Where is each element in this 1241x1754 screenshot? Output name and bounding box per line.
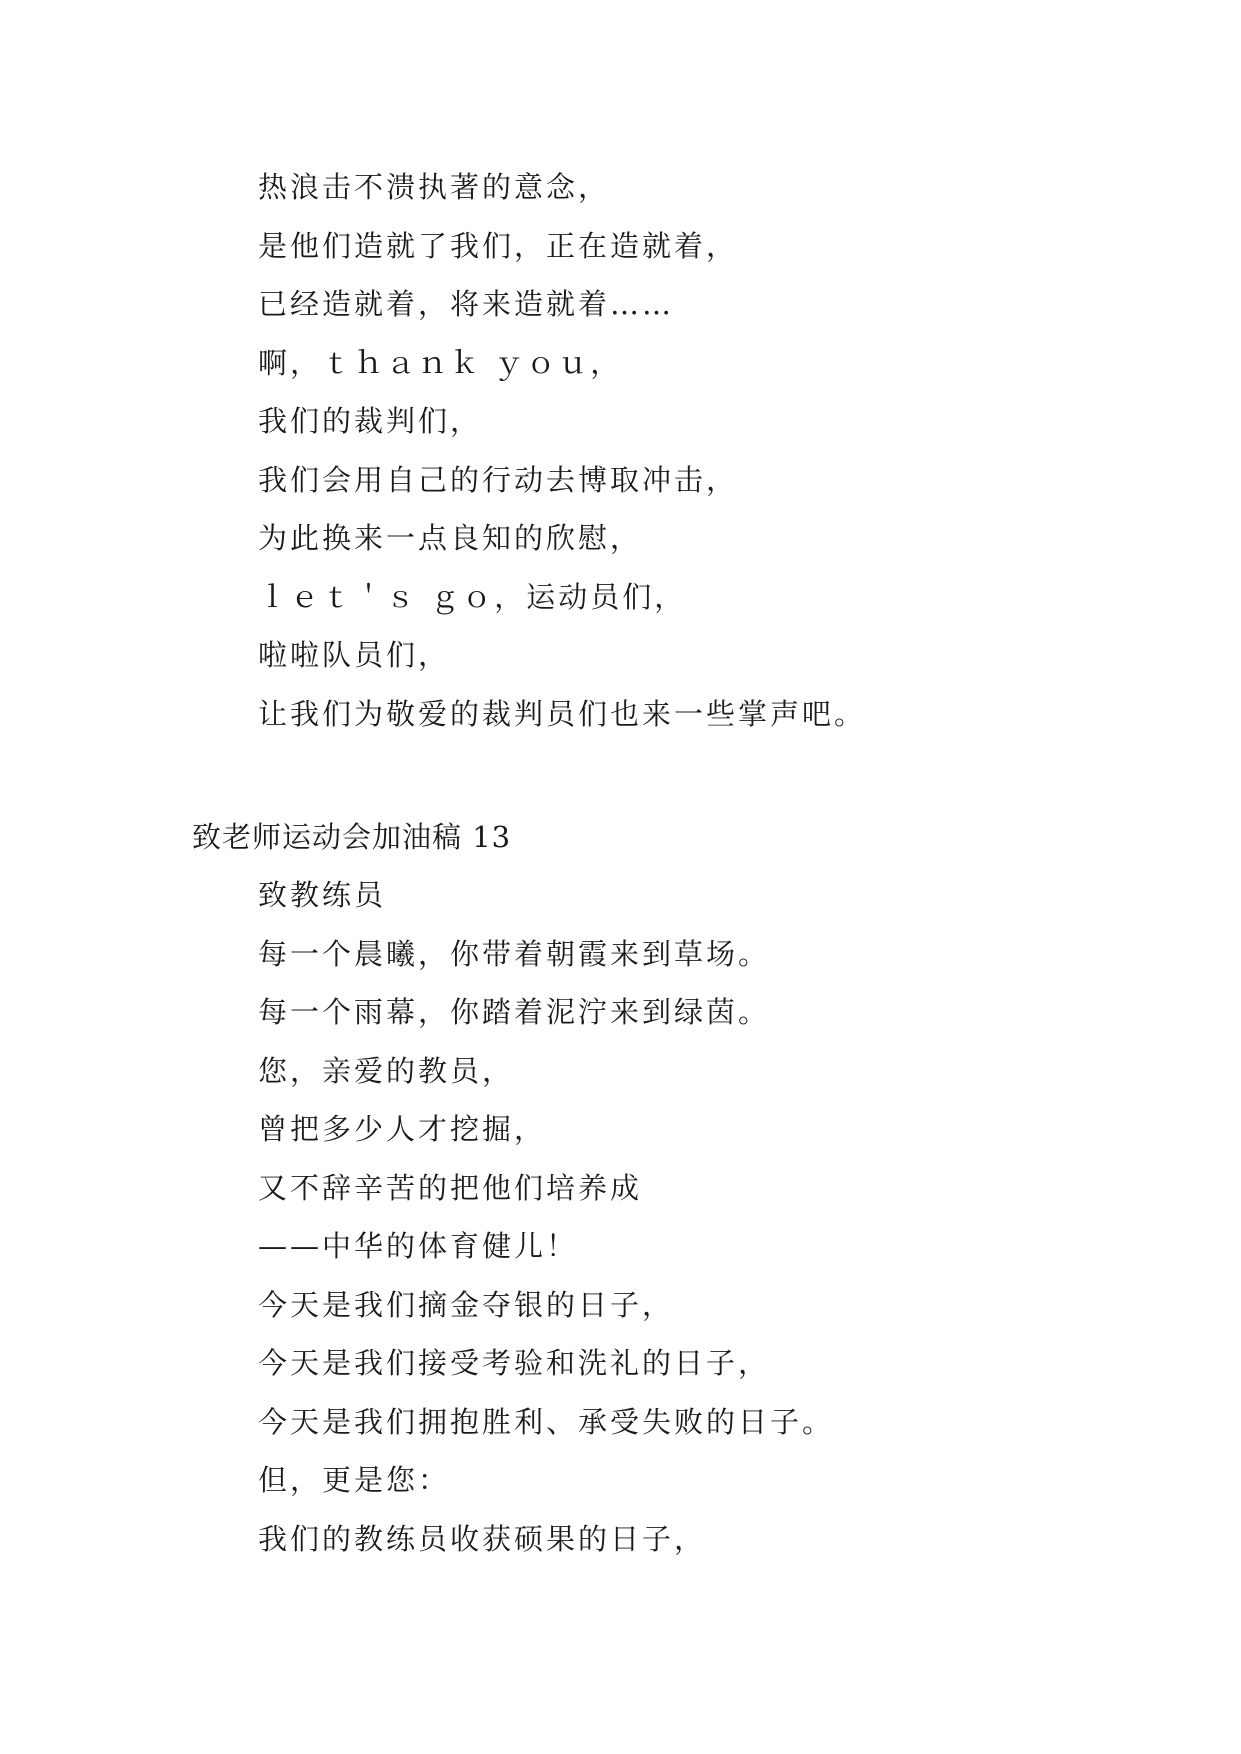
poem-line: 为此换来一点良知的欣慰，	[258, 521, 643, 555]
poem-line: 致教练员	[258, 878, 387, 912]
poem-line: 今天是我们接受考验和洗礼的日子，	[258, 1346, 771, 1380]
poem-line: 您，亲爱的教员，	[258, 1053, 515, 1088]
poem-line: 热浪击不溃执著的意念，	[258, 170, 611, 204]
poem-line: 是他们造就了我们，正在造就着，	[258, 228, 739, 263]
poem-line: 我们会用自己的行动去博取冲击，	[258, 462, 739, 497]
poem-section-coaches	[0, 866, 1241, 1568]
poem-line: 啊，ｔｈａｎｋ ｙｏｕ，	[258, 345, 623, 380]
poem-line: 今天是我们摘金夺银的日子，	[258, 1287, 675, 1322]
poem-line: 我们的裁判们，	[258, 404, 483, 438]
poem-line: 又不辞辛苦的把他们培养成	[258, 1170, 643, 1205]
poem-line: ——中华的体育健儿！	[258, 1229, 579, 1263]
poem-line: 但，更是您：	[258, 1463, 451, 1497]
section-heading: 致老师运动会加油稿 13	[192, 820, 512, 854]
poem-line: 我们的教练员收获硕果的日子，	[258, 1521, 707, 1556]
poem-line: ｌｅｔ＇ｓ ｇｏ，运动员们，	[258, 579, 687, 614]
poem-line: 今天是我们拥抱胜利、承受失败的日子。	[258, 1404, 835, 1439]
poem-line: 每一个晨曦，你带着朝霞来到草场。	[258, 936, 771, 971]
poem-line: 曾把多少人才挖掘，	[258, 1112, 547, 1146]
poem-line: 每一个雨幕，你踏着泥泞来到绿茵。	[258, 995, 771, 1029]
poem-line: 让我们为敬爱的裁判员们也来一些掌声吧。	[258, 696, 867, 731]
poem-line: 已经造就着，将来造就着……	[258, 287, 675, 321]
poem-line: 啦啦队员们，	[258, 638, 451, 672]
poem-section-referees	[0, 158, 1241, 743]
